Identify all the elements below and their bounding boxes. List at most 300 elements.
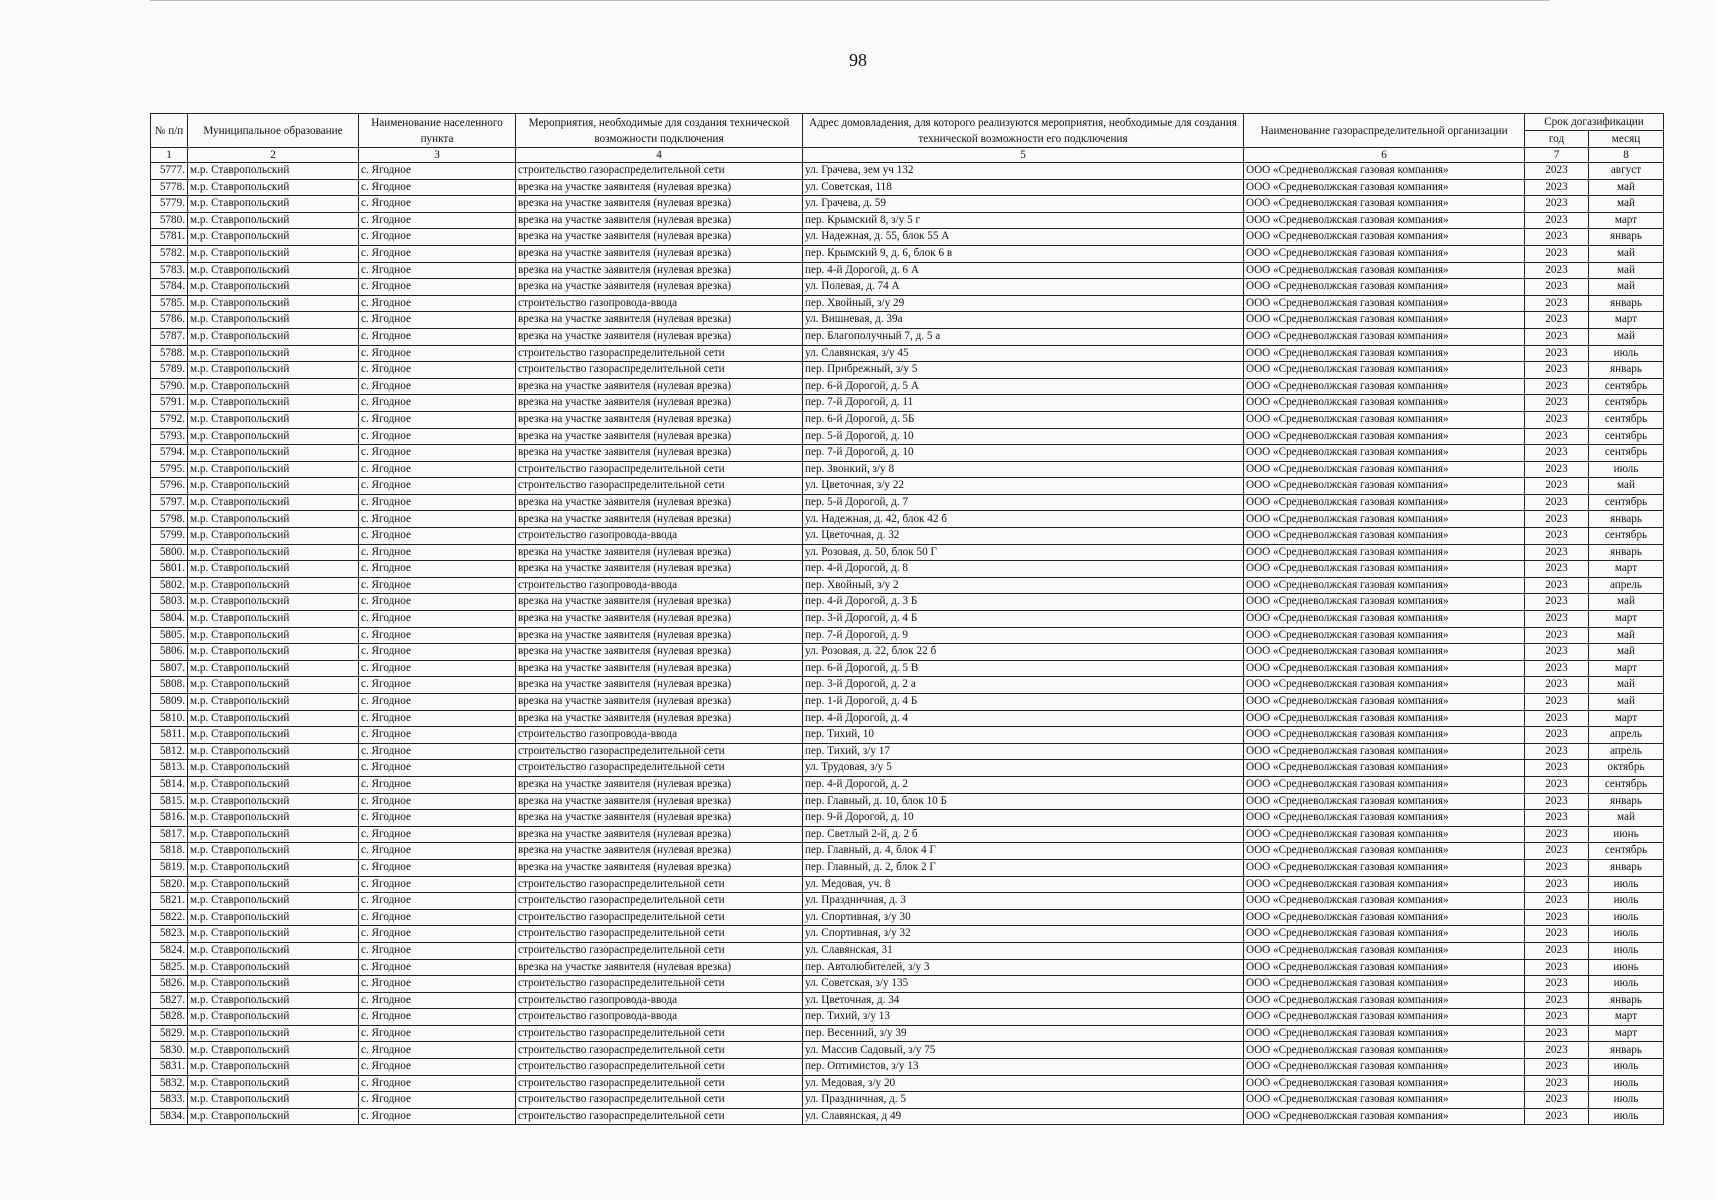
measure-cell: строительство газопровода-ввода	[516, 528, 803, 545]
year-cell: 2023	[1525, 411, 1589, 428]
organization-cell: ООО «Средневолжская газовая компания»	[1244, 395, 1525, 412]
address-cell: пер. 3-й Дорогой, д. 4 Б	[803, 611, 1244, 628]
column-number: 2	[188, 148, 359, 163]
municipality-cell: м.р. Ставропольский	[188, 644, 359, 661]
month-cell: март	[1589, 1025, 1664, 1042]
organization-cell: ООО «Средневолжская газовая компания»	[1244, 710, 1525, 727]
address-cell: ул. Розовая, д. 50, блок 50 Г	[803, 544, 1244, 561]
gasification-register-table	[150, 113, 1664, 1125]
month-cell: май	[1589, 179, 1664, 196]
municipality-cell: м.р. Ставропольский	[188, 345, 359, 362]
organization-cell: ООО «Средневолжская газовая компания»	[1244, 959, 1525, 976]
organization-cell: ООО «Средневолжская газовая компания»	[1244, 478, 1525, 495]
municipality-cell: м.р. Ставропольский	[188, 876, 359, 893]
settlement-cell: с. Ягодное	[359, 345, 516, 362]
organization-cell: ООО «Средневолжская газовая компания»	[1244, 826, 1525, 843]
month-cell: март	[1589, 1009, 1664, 1026]
row-number: 5821.	[151, 893, 188, 910]
address-cell: ул. Полевая, д. 74 А	[803, 279, 1244, 296]
table-row	[151, 561, 1664, 578]
measure-cell: строительство газораспределительной сети	[516, 1092, 803, 1109]
address-cell: ул. Цветочная, д. 34	[803, 992, 1244, 1009]
organization-cell: ООО «Средневолжская газовая компания»	[1244, 660, 1525, 677]
organization-cell: ООО «Средневолжская газовая компания»	[1244, 1059, 1525, 1076]
year-cell: 2023	[1525, 611, 1589, 628]
table-row	[151, 859, 1664, 876]
address-cell: пер. 7-й Дорогой, д. 9	[803, 627, 1244, 644]
organization-cell: ООО «Средневолжская газовая компания»	[1244, 229, 1525, 246]
row-number: 5816.	[151, 810, 188, 827]
measure-cell: строительство газораспределительной сети	[516, 893, 803, 910]
organization-cell: ООО «Средневолжская газовая компания»	[1244, 627, 1525, 644]
header-organization: Наименование газораспределительной организации	[1244, 114, 1525, 148]
header-settlement: Наименование населенного пункта	[359, 114, 516, 148]
measure-cell: строительство газораспределительной сети	[516, 760, 803, 777]
settlement-cell: с. Ягодное	[359, 544, 516, 561]
settlement-cell: с. Ягодное	[359, 909, 516, 926]
settlement-cell: с. Ягодное	[359, 163, 516, 180]
row-number: 5785.	[151, 295, 188, 312]
address-cell: пер. Крымский 9, д. 6, блок 6 в	[803, 245, 1244, 262]
municipality-cell: м.р. Ставропольский	[188, 362, 359, 379]
municipality-cell: м.р. Ставропольский	[188, 992, 359, 1009]
measure-cell: врезка на участке заявителя (нулевая врезка)	[516, 494, 803, 511]
address-cell: ул. Советская, 118	[803, 179, 1244, 196]
settlement-cell: с. Ягодное	[359, 461, 516, 478]
year-cell: 2023	[1525, 445, 1589, 462]
measure-cell: врезка на участке заявителя (нулевая врезка)	[516, 262, 803, 279]
table-row	[151, 494, 1664, 511]
row-number: 5791.	[151, 395, 188, 412]
address-cell: пер. Тихий, 10	[803, 727, 1244, 744]
settlement-cell: с. Ягодное	[359, 1042, 516, 1059]
measure-cell: врезка на участке заявителя (нулевая врезка)	[516, 229, 803, 246]
year-cell: 2023	[1525, 279, 1589, 296]
measure-cell: строительство газораспределительной сети	[516, 976, 803, 993]
address-cell: ул. Цветочная, з/у 22	[803, 478, 1244, 495]
table-row	[151, 163, 1664, 180]
year-cell: 2023	[1525, 776, 1589, 793]
organization-cell: ООО «Средневолжская газовая компания»	[1244, 942, 1525, 959]
year-cell: 2023	[1525, 328, 1589, 345]
address-cell: пер. Оптимистов, з/у 13	[803, 1059, 1244, 1076]
row-number: 5820.	[151, 876, 188, 893]
municipality-cell: м.р. Ставропольский	[188, 1009, 359, 1026]
municipality-cell: м.р. Ставропольский	[188, 1108, 359, 1125]
month-cell: март	[1589, 212, 1664, 229]
address-cell: пер. Главный, д. 2, блок 2 Г	[803, 859, 1244, 876]
measure-cell: строительство газораспределительной сети	[516, 478, 803, 495]
year-cell: 2023	[1525, 312, 1589, 329]
year-cell: 2023	[1525, 1025, 1589, 1042]
measure-cell: врезка на участке заявителя (нулевая врезка)	[516, 776, 803, 793]
address-cell: пер. 4-й Дорогой, д. 3 Б	[803, 594, 1244, 611]
measure-cell: врезка на участке заявителя (нулевая врезка)	[516, 312, 803, 329]
settlement-cell: с. Ягодное	[359, 1009, 516, 1026]
organization-cell: ООО «Средневолжская газовая компания»	[1244, 810, 1525, 827]
address-cell: пер. 7-й Дорогой, д. 10	[803, 445, 1244, 462]
measure-cell: врезка на участке заявителя (нулевая врезка)	[516, 677, 803, 694]
address-cell: пер. 3-й Дорогой, д. 2 а	[803, 677, 1244, 694]
address-cell: ул. Надежная, д. 55, блок 55 А	[803, 229, 1244, 246]
year-cell: 2023	[1525, 793, 1589, 810]
settlement-cell: с. Ягодное	[359, 660, 516, 677]
measure-cell: строительство газораспределительной сети	[516, 362, 803, 379]
organization-cell: ООО «Средневолжская газовая компания»	[1244, 428, 1525, 445]
measure-cell: врезка на участке заявителя (нулевая врезка)	[516, 544, 803, 561]
year-cell: 2023	[1525, 992, 1589, 1009]
header-address: Адрес домовладения, для которого реализуются мероприятия, необходимые для создания технической возможности его подключения	[803, 114, 1244, 148]
municipality-cell: м.р. Ставропольский	[188, 212, 359, 229]
year-cell: 2023	[1525, 976, 1589, 993]
row-number: 5793.	[151, 428, 188, 445]
month-cell: май	[1589, 644, 1664, 661]
month-cell: июль	[1589, 345, 1664, 362]
row-number: 5809.	[151, 694, 188, 711]
month-cell: апрель	[1589, 743, 1664, 760]
organization-cell: ООО «Средневолжская газовая компания»	[1244, 992, 1525, 1009]
row-number: 5829.	[151, 1025, 188, 1042]
municipality-cell: м.р. Ставропольский	[188, 1059, 359, 1076]
address-cell: ул. Массив Садовый, з/у 75	[803, 1042, 1244, 1059]
municipality-cell: м.р. Ставропольский	[188, 312, 359, 329]
organization-cell: ООО «Средневолжская газовая компания»	[1244, 976, 1525, 993]
settlement-cell: с. Ягодное	[359, 262, 516, 279]
municipality-cell: м.р. Ставропольский	[188, 810, 359, 827]
municipality-cell: м.р. Ставропольский	[188, 395, 359, 412]
row-number: 5801.	[151, 561, 188, 578]
year-cell: 2023	[1525, 644, 1589, 661]
table-row	[151, 362, 1664, 379]
municipality-cell: м.р. Ставропольский	[188, 1025, 359, 1042]
month-cell: июль	[1589, 926, 1664, 943]
settlement-cell: с. Ягодное	[359, 926, 516, 943]
row-number: 5804.	[151, 611, 188, 628]
organization-cell: ООО «Средневолжская газовая компания»	[1244, 677, 1525, 694]
settlement-cell: с. Ягодное	[359, 1059, 516, 1076]
row-number: 5818.	[151, 843, 188, 860]
month-cell: сентябрь	[1589, 411, 1664, 428]
month-cell: июль	[1589, 976, 1664, 993]
month-cell: май	[1589, 810, 1664, 827]
organization-cell: ООО «Средневолжская газовая компания»	[1244, 345, 1525, 362]
year-cell: 2023	[1525, 627, 1589, 644]
month-cell: сентябрь	[1589, 843, 1664, 860]
measure-cell: строительство газораспределительной сети	[516, 461, 803, 478]
year-cell: 2023	[1525, 478, 1589, 495]
row-number: 5831.	[151, 1059, 188, 1076]
year-cell: 2023	[1525, 1092, 1589, 1109]
table-row	[151, 594, 1664, 611]
settlement-cell: с. Ягодное	[359, 644, 516, 661]
column-number: 4	[516, 148, 803, 163]
year-cell: 2023	[1525, 959, 1589, 976]
address-cell: пер. Главный, д. 4, блок 4 Г	[803, 843, 1244, 860]
municipality-cell: м.р. Ставропольский	[188, 959, 359, 976]
municipality-cell: м.р. Ставропольский	[188, 677, 359, 694]
organization-cell: ООО «Средневолжская газовая компания»	[1244, 411, 1525, 428]
organization-cell: ООО «Средневолжская газовая компания»	[1244, 1025, 1525, 1042]
month-cell: май	[1589, 279, 1664, 296]
municipality-cell: м.р. Ставропольский	[188, 577, 359, 594]
month-cell: январь	[1589, 362, 1664, 379]
settlement-cell: с. Ягодное	[359, 428, 516, 445]
row-number: 5786.	[151, 312, 188, 329]
year-cell: 2023	[1525, 743, 1589, 760]
table-row	[151, 312, 1664, 329]
year-cell: 2023	[1525, 395, 1589, 412]
row-number: 5830.	[151, 1042, 188, 1059]
table-row	[151, 229, 1664, 246]
table-row	[151, 262, 1664, 279]
year-cell: 2023	[1525, 528, 1589, 545]
organization-cell: ООО «Средневолжская газовая компания»	[1244, 445, 1525, 462]
year-cell: 2023	[1525, 677, 1589, 694]
settlement-cell: с. Ягодное	[359, 577, 516, 594]
row-number: 5833.	[151, 1092, 188, 1109]
table-row	[151, 411, 1664, 428]
settlement-cell: с. Ягодное	[359, 196, 516, 213]
measure-cell: врезка на участке заявителя (нулевая врезка)	[516, 660, 803, 677]
address-cell: пер. Хвойный, з/у 29	[803, 295, 1244, 312]
month-cell: июль	[1589, 1108, 1664, 1125]
municipality-cell: м.р. Ставропольский	[188, 179, 359, 196]
year-cell: 2023	[1525, 179, 1589, 196]
row-number: 5797.	[151, 494, 188, 511]
table-row	[151, 942, 1664, 959]
row-number: 5834.	[151, 1108, 188, 1125]
address-cell: пер. Тихий, з/у 13	[803, 1009, 1244, 1026]
month-cell: июль	[1589, 1075, 1664, 1092]
measure-cell: врезка на участке заявителя (нулевая врезка)	[516, 843, 803, 860]
month-cell: январь	[1589, 295, 1664, 312]
measure-cell: врезка на участке заявителя (нулевая врезка)	[516, 826, 803, 843]
settlement-cell: с. Ягодное	[359, 561, 516, 578]
year-cell: 2023	[1525, 859, 1589, 876]
organization-cell: ООО «Средневолжская газовая компания»	[1244, 743, 1525, 760]
month-cell: март	[1589, 561, 1664, 578]
column-number: 7	[1525, 148, 1589, 163]
measure-cell: врезка на участке заявителя (нулевая врезка)	[516, 810, 803, 827]
row-number: 5777.	[151, 163, 188, 180]
table-row	[151, 1042, 1664, 1059]
settlement-cell: с. Ягодное	[359, 179, 516, 196]
table-row	[151, 528, 1664, 545]
column-number: 3	[359, 148, 516, 163]
table-row	[151, 395, 1664, 412]
address-cell: пер. 5-й Дорогой, д. 10	[803, 428, 1244, 445]
month-cell: май	[1589, 196, 1664, 213]
municipality-cell: м.р. Ставропольский	[188, 1075, 359, 1092]
settlement-cell: с. Ягодное	[359, 893, 516, 910]
month-cell: июль	[1589, 876, 1664, 893]
month-cell: октябрь	[1589, 760, 1664, 777]
address-cell: ул. Спортивная, з/у 32	[803, 926, 1244, 943]
year-cell: 2023	[1525, 1042, 1589, 1059]
column-number: 1	[151, 148, 188, 163]
row-number: 5824.	[151, 942, 188, 959]
table-row	[151, 727, 1664, 744]
settlement-cell: с. Ягодное	[359, 328, 516, 345]
table-row	[151, 760, 1664, 777]
measure-cell: строительство газораспределительной сети	[516, 1075, 803, 1092]
month-cell: сентябрь	[1589, 378, 1664, 395]
municipality-cell: м.р. Ставропольский	[188, 859, 359, 876]
municipality-cell: м.р. Ставропольский	[188, 428, 359, 445]
address-cell: пер. Автолюбителей, з/у 3	[803, 959, 1244, 976]
municipality-cell: м.р. Ставропольский	[188, 411, 359, 428]
settlement-cell: с. Ягодное	[359, 411, 516, 428]
settlement-cell: с. Ягодное	[359, 710, 516, 727]
municipality-cell: м.р. Ставропольский	[188, 295, 359, 312]
organization-cell: ООО «Средневолжская газовая компания»	[1244, 212, 1525, 229]
year-cell: 2023	[1525, 229, 1589, 246]
organization-cell: ООО «Средневолжская газовая компания»	[1244, 328, 1525, 345]
measure-cell: врезка на участке заявителя (нулевая врезка)	[516, 644, 803, 661]
organization-cell: ООО «Средневолжская газовая компания»	[1244, 561, 1525, 578]
table-row	[151, 212, 1664, 229]
year-cell: 2023	[1525, 262, 1589, 279]
table-row	[151, 1075, 1664, 1092]
measure-cell: строительство газораспределительной сети	[516, 909, 803, 926]
address-cell: пер. 6-й Дорогой, д. 5 А	[803, 378, 1244, 395]
header-measures: Мероприятия, необходимые для создания технической возможности подключения	[516, 114, 803, 148]
address-cell: ул. Трудовая, з/у 5	[803, 760, 1244, 777]
month-cell: май	[1589, 328, 1664, 345]
month-cell: январь	[1589, 1042, 1664, 1059]
municipality-cell: м.р. Ставропольский	[188, 1092, 359, 1109]
measure-cell: врезка на участке заявителя (нулевая врезка)	[516, 710, 803, 727]
municipality-cell: м.р. Ставропольский	[188, 229, 359, 246]
organization-cell: ООО «Средневолжская газовая компания»	[1244, 528, 1525, 545]
month-cell: январь	[1589, 229, 1664, 246]
table-row	[151, 677, 1664, 694]
municipality-cell: м.р. Ставропольский	[188, 694, 359, 711]
organization-cell: ООО «Средневолжская газовая компания»	[1244, 793, 1525, 810]
table-row	[151, 478, 1664, 495]
municipality-cell: м.р. Ставропольский	[188, 611, 359, 628]
organization-cell: ООО «Средневолжская газовая компания»	[1244, 1108, 1525, 1125]
row-number: 5799.	[151, 528, 188, 545]
organization-cell: ООО «Средневолжская газовая компания»	[1244, 1009, 1525, 1026]
measure-cell: строительство газораспределительной сети	[516, 1108, 803, 1125]
month-cell: май	[1589, 677, 1664, 694]
municipality-cell: м.р. Ставропольский	[188, 478, 359, 495]
column-number: 6	[1244, 148, 1525, 163]
month-cell: май	[1589, 262, 1664, 279]
address-cell: пер. 6-й Дорогой, д. 5Б	[803, 411, 1244, 428]
year-cell: 2023	[1525, 196, 1589, 213]
address-cell: ул. Розовая, д. 22, блок 22 б	[803, 644, 1244, 661]
address-cell: ул. Советская, з/у 135	[803, 976, 1244, 993]
settlement-cell: с. Ягодное	[359, 511, 516, 528]
settlement-cell: с. Ягодное	[359, 445, 516, 462]
settlement-cell: с. Ягодное	[359, 727, 516, 744]
table-row	[151, 793, 1664, 810]
municipality-cell: м.р. Ставропольский	[188, 561, 359, 578]
address-cell: ул. Медовая, уч. 8	[803, 876, 1244, 893]
measure-cell: строительство газораспределительной сети	[516, 163, 803, 180]
year-cell: 2023	[1525, 942, 1589, 959]
year-cell: 2023	[1525, 727, 1589, 744]
month-cell: май	[1589, 245, 1664, 262]
municipality-cell: м.р. Ставропольский	[188, 976, 359, 993]
row-number: 5788.	[151, 345, 188, 362]
year-cell: 2023	[1525, 362, 1589, 379]
table-row	[151, 328, 1664, 345]
header-month: месяц	[1589, 131, 1664, 148]
month-cell: март	[1589, 660, 1664, 677]
municipality-cell: м.р. Ставропольский	[188, 710, 359, 727]
organization-cell: ООО «Средневолжская газовая компания»	[1244, 611, 1525, 628]
measure-cell: строительство газопровода-ввода	[516, 1009, 803, 1026]
settlement-cell: с. Ягодное	[359, 992, 516, 1009]
table-row	[151, 378, 1664, 395]
month-cell: сентябрь	[1589, 528, 1664, 545]
year-cell: 2023	[1525, 710, 1589, 727]
month-cell: март	[1589, 710, 1664, 727]
table-row	[151, 1108, 1664, 1125]
year-cell: 2023	[1525, 826, 1589, 843]
month-cell: май	[1589, 478, 1664, 495]
table-row	[151, 893, 1664, 910]
settlement-cell: с. Ягодное	[359, 611, 516, 628]
table-row	[151, 511, 1664, 528]
organization-cell: ООО «Средневолжская газовая компания»	[1244, 312, 1525, 329]
municipality-cell: м.р. Ставропольский	[188, 528, 359, 545]
organization-cell: ООО «Средневолжская газовая компания»	[1244, 196, 1525, 213]
year-cell: 2023	[1525, 810, 1589, 827]
year-cell: 2023	[1525, 694, 1589, 711]
table-row	[151, 428, 1664, 445]
row-number: 5800.	[151, 544, 188, 561]
municipality-cell: м.р. Ставропольский	[188, 826, 359, 843]
row-number: 5813.	[151, 760, 188, 777]
organization-cell: ООО «Средневолжская газовая компания»	[1244, 494, 1525, 511]
year-cell: 2023	[1525, 378, 1589, 395]
measure-cell: врезка на участке заявителя (нулевая врезка)	[516, 594, 803, 611]
organization-cell: ООО «Средневолжская газовая компания»	[1244, 1075, 1525, 1092]
municipality-cell: м.р. Ставропольский	[188, 1042, 359, 1059]
measure-cell: врезка на участке заявителя (нулевая врезка)	[516, 511, 803, 528]
address-cell: пер. 4-й Дорогой, д. 8	[803, 561, 1244, 578]
settlement-cell: с. Ягодное	[359, 1092, 516, 1109]
table-row	[151, 710, 1664, 727]
table-row	[151, 1092, 1664, 1109]
organization-cell: ООО «Средневолжская газовая компания»	[1244, 727, 1525, 744]
address-cell: пер. Тихий, з/у 17	[803, 743, 1244, 760]
organization-cell: ООО «Средневолжская газовая компания»	[1244, 594, 1525, 611]
settlement-cell: с. Ягодное	[359, 627, 516, 644]
table-row	[151, 959, 1664, 976]
municipality-cell: м.р. Ставропольский	[188, 594, 359, 611]
settlement-cell: с. Ягодное	[359, 395, 516, 412]
row-number: 5826.	[151, 976, 188, 993]
measure-cell: врезка на участке заявителя (нулевая врезка)	[516, 378, 803, 395]
settlement-cell: с. Ягодное	[359, 859, 516, 876]
row-number: 5778.	[151, 179, 188, 196]
page-number: 98	[849, 50, 867, 70]
address-cell: ул. Грачева, д. 59	[803, 196, 1244, 213]
month-cell: август	[1589, 163, 1664, 180]
month-cell: июнь	[1589, 826, 1664, 843]
month-cell: январь	[1589, 859, 1664, 876]
month-cell: январь	[1589, 793, 1664, 810]
year-cell: 2023	[1525, 893, 1589, 910]
organization-cell: ООО «Средневолжская газовая компания»	[1244, 179, 1525, 196]
municipality-cell: м.р. Ставропольский	[188, 163, 359, 180]
organization-cell: ООО «Средневолжская газовая компания»	[1244, 378, 1525, 395]
